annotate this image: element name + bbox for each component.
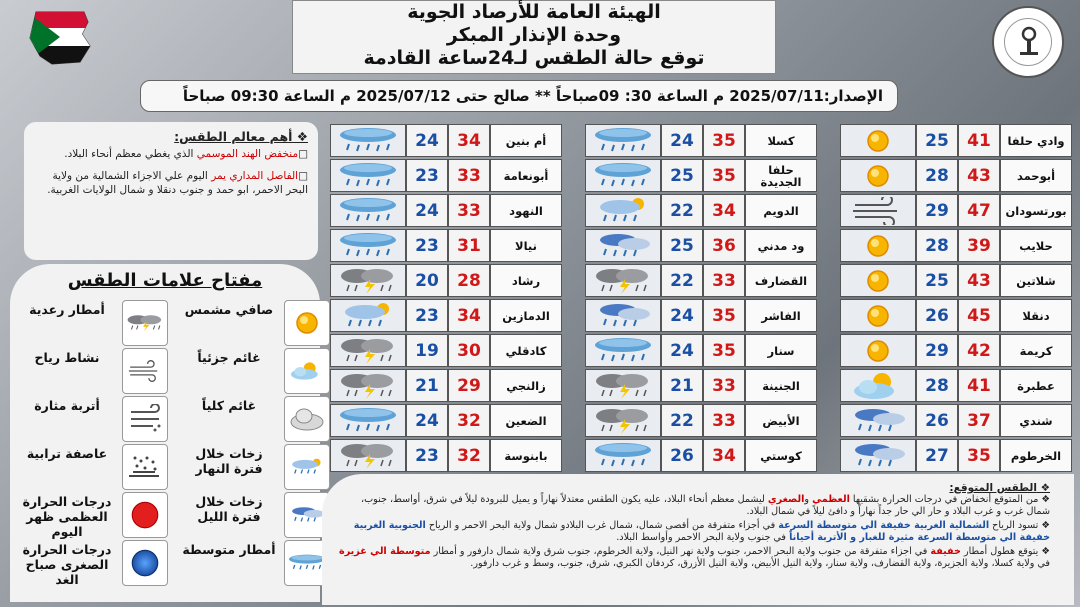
cloudy-icon	[284, 396, 330, 442]
unit-title: وحدة الإنذار المبكر	[446, 24, 622, 46]
forecast-row	[330, 194, 562, 227]
max-temp: 34	[448, 124, 490, 157]
city-name: وادي حلفا	[1000, 124, 1072, 157]
forecast-row	[585, 264, 817, 297]
night-showers-icon	[585, 299, 661, 332]
features-heading: ❖ أهم معالم الطقس:	[174, 129, 308, 144]
forecast-row	[330, 124, 562, 157]
min-temp: 19	[406, 334, 448, 367]
max-temp: 34	[448, 299, 490, 332]
sun-icon	[840, 159, 916, 192]
max-temp: 36	[703, 229, 745, 262]
city-name: كوستي	[745, 439, 817, 472]
min-temp: 22	[661, 264, 703, 297]
feature-itcz: □الفاصل المداري يمر اليوم علي الاجزاء الشمالية من ولاية البحر الاحمر، ابو حمد و جنوب دنقلا و شمال الولايات الغربية.	[47, 170, 308, 196]
max-temp: 30	[448, 334, 490, 367]
min-temp: 23	[406, 159, 448, 192]
min-temp: 23	[406, 299, 448, 332]
max-temp: 35	[958, 439, 1000, 472]
weather-features-panel	[24, 122, 318, 260]
legend-item	[18, 490, 168, 540]
max-temp: 33	[703, 264, 745, 297]
legend-item	[18, 394, 168, 444]
forecast-row	[330, 334, 562, 367]
min-temp: 24	[406, 194, 448, 227]
night-showers-icon	[840, 439, 916, 472]
forecast-row	[585, 194, 817, 227]
partly-cloudy-icon	[284, 348, 330, 394]
city-name: حلفا الجديدة	[745, 159, 817, 192]
city-name: أبونعامة	[490, 159, 562, 192]
thunderstorm-icon	[330, 439, 406, 472]
night-showers-icon	[585, 229, 661, 262]
forecast-row	[585, 369, 817, 402]
forecast-row	[840, 124, 1072, 157]
max-temp: 35	[703, 299, 745, 332]
forecast-row	[585, 229, 817, 262]
city-name: الخرطوم	[1000, 439, 1072, 472]
moderate-rain-icon	[585, 159, 661, 192]
forecast-row	[585, 439, 817, 472]
city-name: كسلا	[745, 124, 817, 157]
min-temp: 23	[406, 439, 448, 472]
city-name: رشاد	[490, 264, 562, 297]
sun-icon	[840, 264, 916, 297]
feature-monsoon: □منخفض الهند الموسمي الذي يغطي معظم أنحاء البلاد.	[64, 148, 308, 160]
legend-label: زخات خلال فترة النهار	[195, 446, 263, 476]
meteorology-authority-logo	[992, 6, 1064, 78]
expected-weather-panel	[322, 474, 1074, 605]
legend-item	[18, 298, 168, 348]
legend-item	[18, 538, 168, 588]
forecast-row	[840, 334, 1072, 367]
city-name: النهود	[490, 194, 562, 227]
legend-label: غائم كلياً	[201, 398, 257, 413]
legend-label: درجات الحرارة العظمى ظهر اليوم	[22, 494, 112, 539]
max-temp: 47	[958, 194, 1000, 227]
max-temp: 33	[703, 369, 745, 402]
forecast-row	[840, 404, 1072, 437]
min-temp: 25	[661, 159, 703, 192]
legend-label: نشاط رياح	[34, 350, 100, 365]
max-temp: 33	[703, 404, 745, 437]
max-temp: 28	[448, 264, 490, 297]
min-temp: 25	[661, 229, 703, 262]
min-temp: 21	[661, 369, 703, 402]
legend-label: أمطار متوسطة	[182, 542, 276, 557]
sun-icon	[840, 229, 916, 262]
min-temp: 29	[916, 334, 958, 367]
legend-label: عاصفة ترابية	[26, 446, 108, 461]
moderate-rain-icon	[585, 124, 661, 157]
min-temp: 24	[661, 334, 703, 367]
forecast-heading: ❖ الطقس المتوقع:	[949, 482, 1050, 494]
max-temp: 45	[958, 299, 1000, 332]
duststorm-icon	[122, 444, 168, 490]
day-showers-icon	[284, 444, 330, 490]
forecast-row	[585, 159, 817, 192]
max-temp: 35	[703, 334, 745, 367]
city-name: الجنينة	[745, 369, 817, 402]
max-temp: 32	[448, 404, 490, 437]
forecast-row	[585, 334, 817, 367]
forecast-row	[330, 404, 562, 437]
sun-icon	[840, 299, 916, 332]
max-temp: 39	[958, 229, 1000, 262]
max-temp: 32	[448, 439, 490, 472]
min-temp: 26	[661, 439, 703, 472]
weather-legend-panel	[10, 264, 320, 602]
thunderstorm-icon	[330, 334, 406, 367]
wind-icon	[840, 194, 916, 227]
min-temp: 24	[661, 299, 703, 332]
forecast-row	[840, 369, 1072, 402]
city-name: عطبرة	[1000, 369, 1072, 402]
min-temp: 21	[406, 369, 448, 402]
min-temp: 28	[916, 159, 958, 192]
night-showers-icon	[840, 404, 916, 437]
max-temp: 33	[448, 194, 490, 227]
city-name: الأبيض	[745, 404, 817, 437]
forecast-row	[585, 124, 817, 157]
legend-item	[180, 298, 330, 348]
forecast-row	[330, 439, 562, 472]
city-name: نيالا	[490, 229, 562, 262]
legend-label: أمطار رعدية	[29, 302, 105, 317]
min-temp: 23	[406, 229, 448, 262]
city-name: شلاتين	[1000, 264, 1072, 297]
moderate-rain-icon	[585, 439, 661, 472]
city-name: الفاشر	[745, 299, 817, 332]
min-temp: 24	[661, 124, 703, 157]
city-name: أبوحمد	[1000, 159, 1072, 192]
max-temp: 41	[958, 369, 1000, 402]
forecast-temperature: ❖ من المتوقع أنخفاض في درجات الحرارة بشقيها العظمي والصغري ليشمل معظم أنحاء البلاد، عليه يكون الطقس معتدلاً نهاراً و يميل للبرودة ليلاً في شرق، أواسط، جنوب، شمال غرب و غرب البلاد و حار الي حار جداً نهاراً و دافئ ليلاً في شمال البلاد.	[360, 494, 1050, 517]
min-temp: 24	[406, 124, 448, 157]
forecast-row	[330, 229, 562, 262]
moderate-rain-icon	[330, 194, 406, 227]
forecast-row	[585, 299, 817, 332]
max-temp: 42	[958, 334, 1000, 367]
thunderstorm-icon	[330, 264, 406, 297]
city-name: حلايب	[1000, 229, 1072, 262]
title-box	[292, 0, 776, 74]
city-name: دنقلا	[1000, 299, 1072, 332]
forecast-row	[330, 369, 562, 402]
forecast-row	[330, 264, 562, 297]
legend-item	[180, 442, 330, 492]
min-temp: 29	[916, 194, 958, 227]
city-name: الدويم	[745, 194, 817, 227]
thunderstorm-icon	[585, 369, 661, 402]
city-name: الضعين	[490, 404, 562, 437]
forecast-row	[330, 159, 562, 192]
thunderstorm-icon	[122, 300, 168, 346]
min-temp: 26	[916, 299, 958, 332]
legend-label: أتربة مثارة	[34, 398, 100, 413]
thunderstorm-icon	[330, 369, 406, 402]
city-name: ود مدني	[745, 229, 817, 262]
forecast-rain: ❖ يتوقع هطول أمطار خفيفة في اجزاء متفرقة من جنوب ولاية البحر الاحمر، جنوب ولاية نهر النيل، ولاية الخرطوم، جنوب شرق ولاية شمال دارفور و أمطار متوسطة الي غزيرة في ولاية كسلا، ولاية الجزيرة، ولاية القضارف، ولاية سنار، ولاية النيل الأبيض، ولاية النيل الأزرق، كردفان الكبري، شرق، جنوب، وسط و غرب دارفور.	[339, 546, 1050, 569]
max-temp: 43	[958, 159, 1000, 192]
day-showers-icon	[585, 194, 661, 227]
city-name: بابنوسة	[490, 439, 562, 472]
min-temp: 22	[661, 194, 703, 227]
wind-icon	[122, 348, 168, 394]
forecast-row	[840, 229, 1072, 262]
forecast-row	[840, 299, 1072, 332]
issue-validity-bar: الإصدار:2025/07/11 م الساعة 30: 09صباحاً ** صالح حتى 2025/07/12 م الساعة 09:30 صباحاً	[140, 80, 898, 112]
max-temp: 33	[448, 159, 490, 192]
legend-item	[180, 346, 330, 396]
max-temp: 29	[448, 369, 490, 402]
city-name: بورتسودان	[1000, 194, 1072, 227]
city-name: أم بنين	[490, 124, 562, 157]
city-name: كادقلي	[490, 334, 562, 367]
forecast-row	[840, 264, 1072, 297]
min-temp: 24	[406, 404, 448, 437]
min-temp: 25	[916, 264, 958, 297]
moderate-rain-icon	[330, 124, 406, 157]
legend-item	[18, 442, 168, 492]
authority-title: الهيئة العامة للأرصاد الجوية	[407, 1, 661, 23]
legend-label: صافي مشمس	[184, 302, 274, 317]
city-name: شندي	[1000, 404, 1072, 437]
min-temp-icon	[122, 540, 168, 586]
forecast-title: توقع حالة الطقس لـ24ساعة القادمة	[363, 47, 705, 69]
sun-icon	[284, 300, 330, 346]
max-temp: 31	[448, 229, 490, 262]
legend-item	[180, 490, 330, 540]
moderate-rain-icon	[585, 334, 661, 367]
city-name: سنار	[745, 334, 817, 367]
min-temp: 25	[916, 124, 958, 157]
min-temp: 28	[916, 229, 958, 262]
max-temp: 35	[703, 124, 745, 157]
max-temp-icon	[122, 492, 168, 538]
city-name: كريمة	[1000, 334, 1072, 367]
legend-title: مفتاح علامات الطقس	[67, 270, 263, 291]
forecast-row	[840, 159, 1072, 192]
thunderstorm-icon	[585, 404, 661, 437]
max-temp: 35	[703, 159, 745, 192]
legend-item	[180, 538, 330, 588]
moderate-rain-icon	[330, 404, 406, 437]
min-temp: 26	[916, 404, 958, 437]
forecast-row	[840, 194, 1072, 227]
day-showers-icon	[330, 299, 406, 332]
sun-icon	[840, 124, 916, 157]
max-temp: 34	[703, 439, 745, 472]
forecast-wind: ❖ تسود الرياح الشمالية الغربية خفيفة الي متوسطة السرعة في أجزاء متفرقة من أقصى شمال، شمال غرب البلادو شمال ولاية البحر الاحمر و الرياح الجنوبية الغربية خفيفة الي متوسطة السرعة مثيرة للغبار و الأتربة أحياناً في جنوب ولاية البحر الاحمر وأواسط البلاد.	[353, 520, 1050, 543]
city-name: الدمازين	[490, 299, 562, 332]
moderate-rain-icon	[330, 229, 406, 262]
sudan-flag-icon	[22, 8, 98, 66]
legend-item	[18, 346, 168, 396]
city-name: القضارف	[745, 264, 817, 297]
thunderstorm-icon	[585, 264, 661, 297]
forecast-row	[840, 439, 1072, 472]
max-temp: 41	[958, 124, 1000, 157]
min-temp: 27	[916, 439, 958, 472]
min-temp: 20	[406, 264, 448, 297]
max-temp: 34	[703, 194, 745, 227]
forecast-row	[585, 404, 817, 437]
min-temp: 28	[916, 369, 958, 402]
legend-label: درجات الحرارة الصغرى صباح الغد	[22, 542, 112, 587]
legend-label: غائم جزئياً	[197, 350, 261, 365]
legend-item	[180, 394, 330, 444]
dust-icon	[122, 396, 168, 442]
forecast-row	[330, 299, 562, 332]
sun-icon	[840, 334, 916, 367]
min-temp: 22	[661, 404, 703, 437]
partly-cloudy-icon	[840, 369, 916, 402]
max-temp: 37	[958, 404, 1000, 437]
legend-label: زخات خلال فترة الليل	[195, 494, 263, 524]
moderate-rain-icon	[330, 159, 406, 192]
city-name: زالنجي	[490, 369, 562, 402]
max-temp: 43	[958, 264, 1000, 297]
